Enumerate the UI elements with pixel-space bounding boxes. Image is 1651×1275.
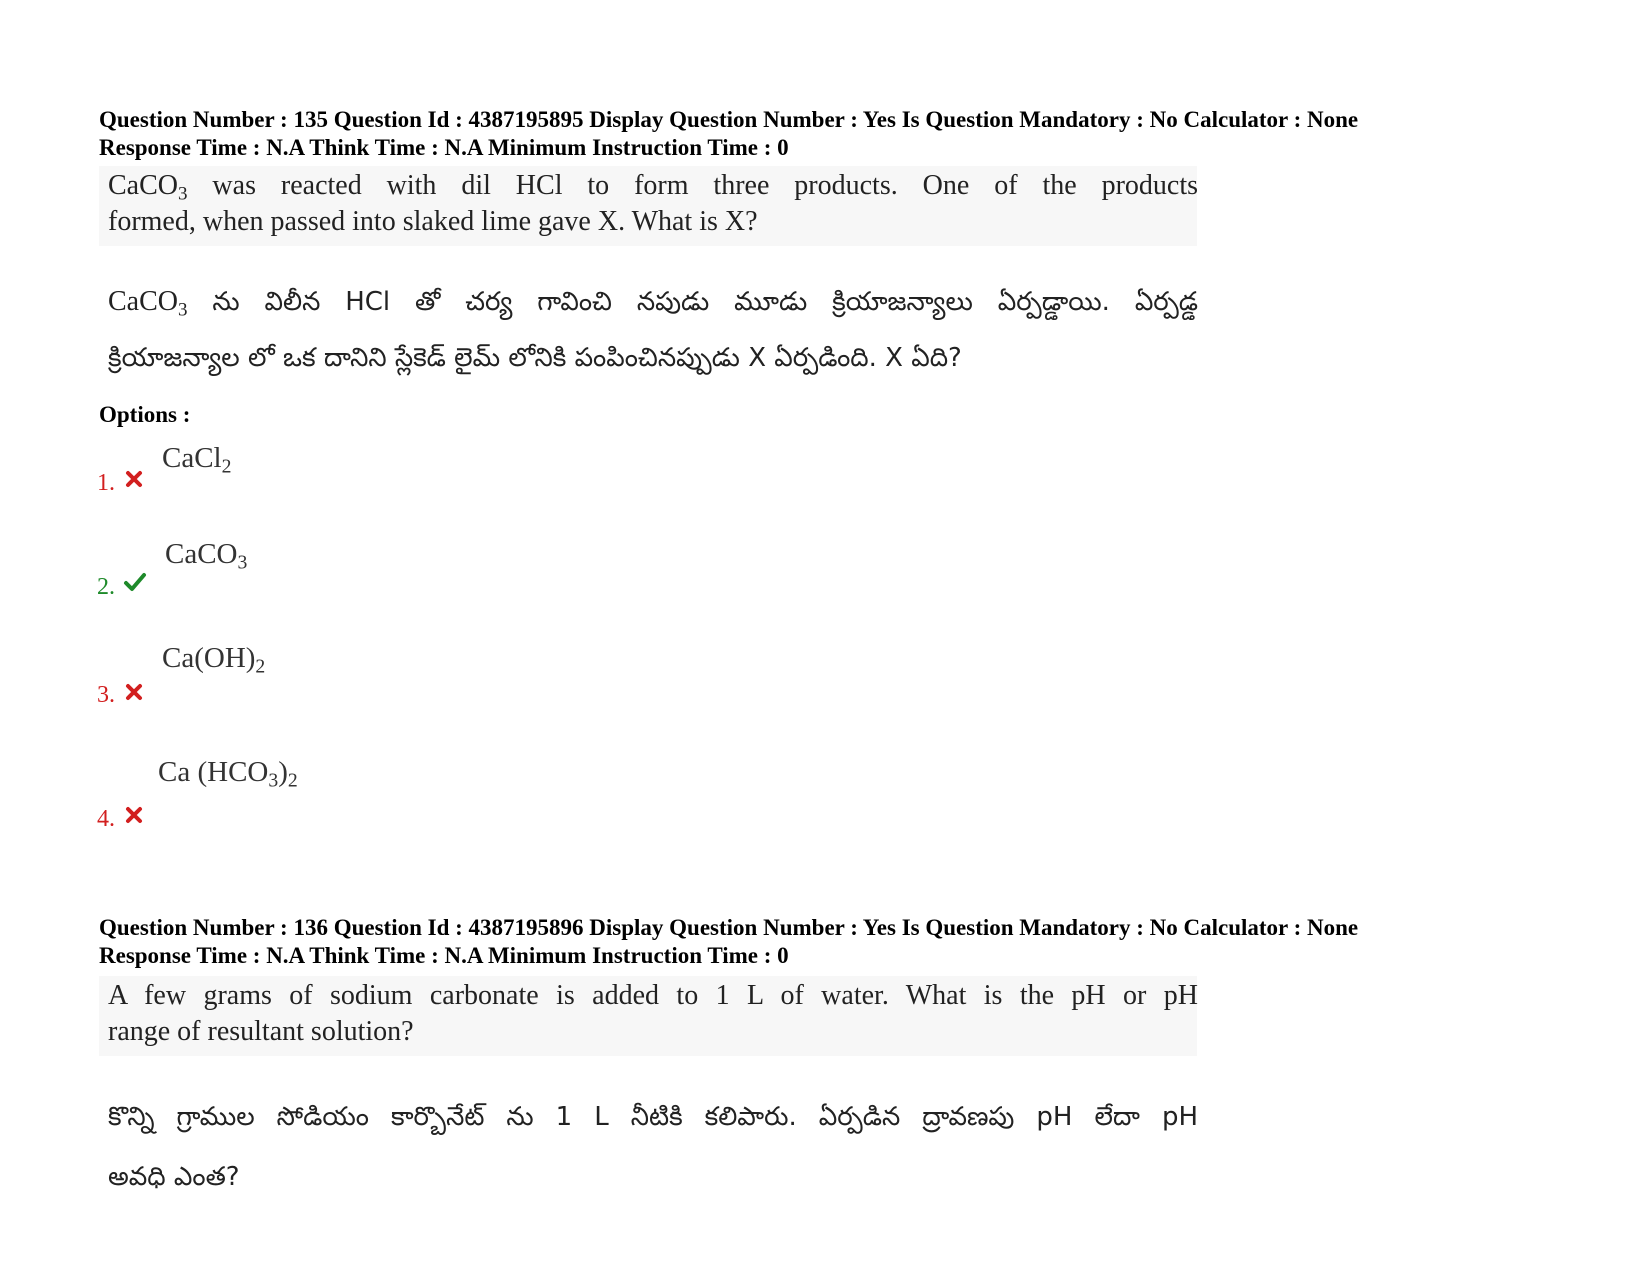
q135-english-line1: CaCO$_3$ was reacted with dil HCl to form three products. One of the products [108, 170, 1198, 205]
option-2-formula: CaCO$_3$ [165, 538, 248, 574]
option-2-number: 2. [97, 574, 115, 600]
q135-question-english [99, 166, 1197, 246]
q136-header-line1: Question Number : 136 Question Id : 4387195896 Display Question Number : Yes Is Question Mandatory : No Calculator : None [99, 915, 1359, 940]
check-icon [123, 571, 147, 593]
cross-icon [124, 805, 144, 825]
cross-icon [124, 469, 144, 489]
option-1-number: 1. [97, 470, 115, 496]
q135-header-line2: Response Time : N.A Think Time : N.A Minimum Instruction Time : 0 [99, 135, 789, 160]
option-1-formula: CaCl$_2$ [162, 442, 232, 478]
options-label: Options : [99, 402, 191, 427]
option-3-formula: $Ca(OH)_2$ [162, 642, 266, 678]
option-4-formula: Ca $(HCO_3)_2$ [158, 756, 298, 792]
q136-header-line2: Response Time : N.A Think Time : N.A Minimum Instruction Time : 0 [99, 943, 789, 968]
cross-icon [124, 682, 144, 702]
option-3-number: 3. [97, 682, 115, 708]
q136-question-english [99, 976, 1197, 1056]
q135-telugu-line2: క్రియాజన్యాల లో ఒక దానిని స్లేకెడ్ లైమ్ లోనికి పంపించినప్పుడు X ఏర్పడింది. X ఏది? [108, 343, 962, 373]
q136-english-line2: range of resultant solution? [108, 1016, 414, 1047]
option-4-number: 4. [97, 806, 115, 832]
q136-english-line1: A few grams of sodium carbonate is added to 1 L of water. What is the pH or pH [108, 980, 1198, 1011]
q135-english-line2: formed, when passed into slaked lime gave X. What is X? [108, 206, 758, 237]
q135-telugu-line1: CaCO$_3$ ను విలీన HCl తో చర్య గావించి నపుడు మూడు క్రియాజన్యాలు ఏర్పడ్డాయి. ఏర్పడ్డ [108, 286, 1198, 321]
q136-telugu-line1: కొన్ని గ్రాముల సోడియం కార్బొనేట్ ను 1 L నీటికి కలిపారు. ఏర్పడిన ద్రావణపు pH లేదా pH [108, 1102, 1198, 1132]
q135-header-line1: Question Number : 135 Question Id : 4387195895 Display Question Number : Yes Is Question Mandatory : No Calculator : None [99, 107, 1359, 132]
q136-telugu-line2: అవధి ఎంత? [108, 1162, 240, 1192]
